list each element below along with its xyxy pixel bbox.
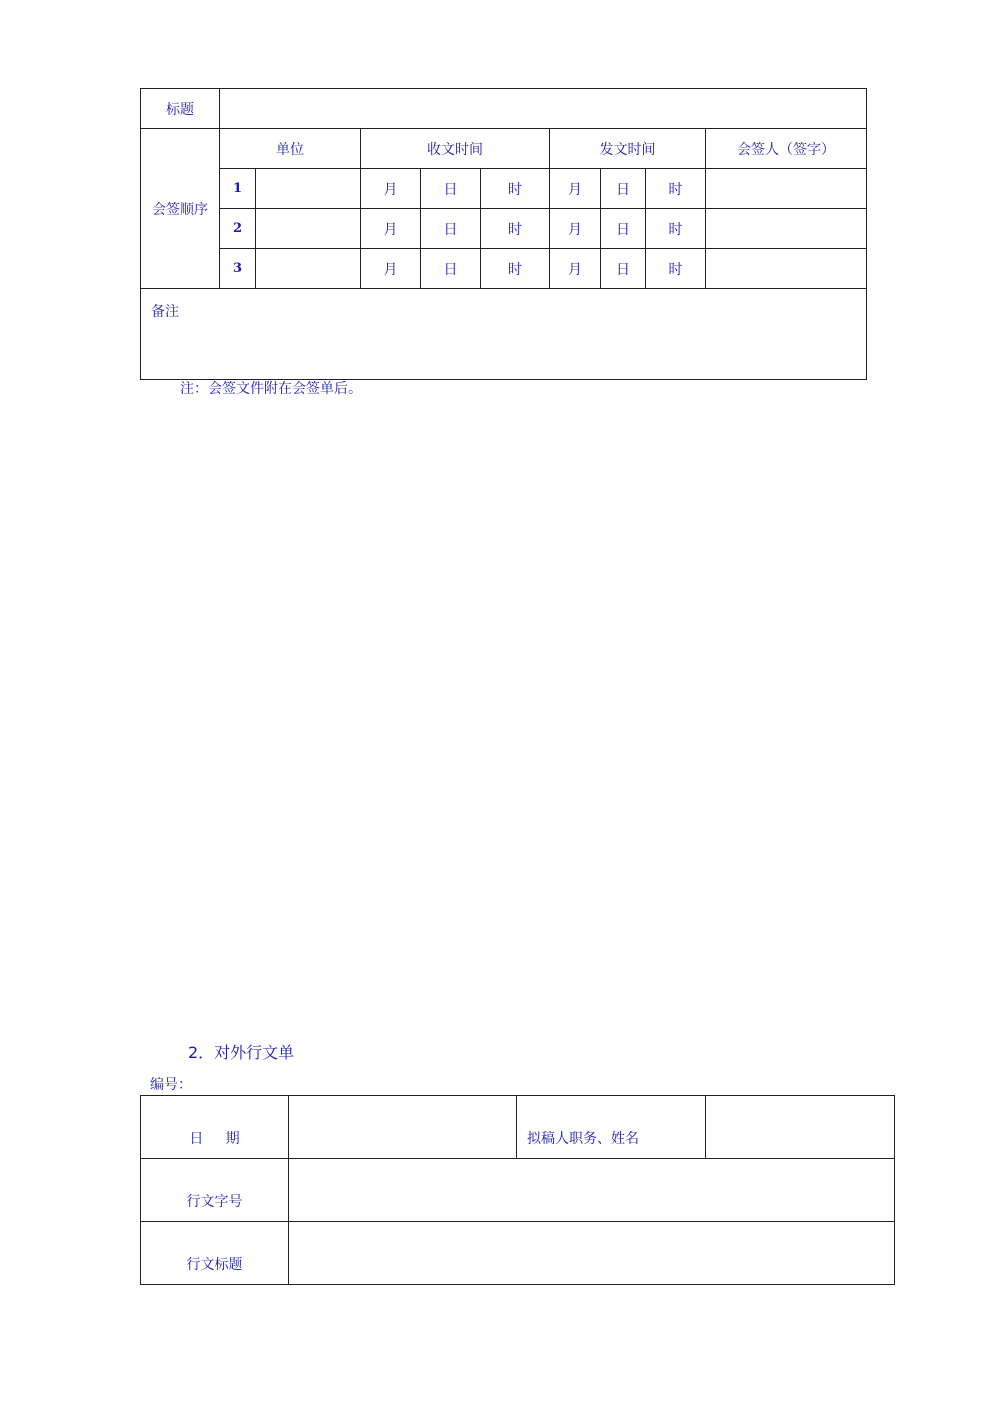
doc-title-label: 行文标题 (141, 1222, 289, 1285)
row-number: 1 (220, 169, 256, 209)
unit-cell[interactable] (256, 209, 361, 249)
sent-day: 日 (601, 169, 646, 209)
unit-header: 单位 (220, 129, 361, 169)
table-row (141, 249, 867, 289)
signer-cell[interactable] (706, 209, 867, 249)
drafter-label: 拟稿人职务、姓名 (517, 1096, 706, 1159)
order-label: 会签顺序 (141, 129, 220, 289)
signer-cell[interactable] (706, 249, 867, 289)
received-day: 日 (421, 169, 481, 209)
sent-day: 日 (601, 249, 646, 289)
doc-title-field[interactable] (289, 1222, 895, 1285)
serial-number-label: 编号： (150, 1077, 192, 1093)
received-day: 日 (421, 209, 481, 249)
outgoing-document-table (140, 1095, 895, 1285)
table-row (141, 169, 867, 209)
received-hour: 时 (481, 209, 550, 249)
sent-hour: 时 (646, 169, 706, 209)
received-month: 月 (361, 249, 421, 289)
doc-title-row (141, 1222, 895, 1285)
footnote: 注：会签文件附在会签单后。 (180, 381, 362, 397)
received-day: 日 (421, 249, 481, 289)
unit-cell[interactable] (256, 249, 361, 289)
doc-number-field[interactable] (289, 1159, 895, 1222)
title-field[interactable] (220, 89, 867, 129)
sent-hour: 时 (646, 249, 706, 289)
section-title: 2．对外行文单 (188, 1043, 295, 1062)
signer-header: 会签人（签字） (706, 129, 867, 169)
remark-label: 备注 (151, 304, 179, 320)
received-month: 月 (361, 209, 421, 249)
received-hour: 时 (481, 169, 550, 209)
date-row (141, 1096, 895, 1159)
remark-row (141, 289, 867, 380)
doc-number-row (141, 1159, 895, 1222)
signer-cell[interactable] (706, 169, 867, 209)
received-time-header: 收文时间 (361, 129, 550, 169)
title-label: 标题 (141, 89, 220, 129)
table-row (141, 209, 867, 249)
sent-day: 日 (601, 209, 646, 249)
remark-field[interactable] (141, 289, 867, 380)
doc-number-label: 行文字号 (141, 1159, 289, 1222)
drafter-field[interactable] (706, 1096, 895, 1159)
sent-month: 月 (550, 249, 601, 289)
received-hour: 时 (481, 249, 550, 289)
sent-month: 月 (550, 209, 601, 249)
row-number: 3 (220, 249, 256, 289)
date-field[interactable] (289, 1096, 517, 1159)
sent-month: 月 (550, 169, 601, 209)
received-month: 月 (361, 169, 421, 209)
row-number: 2 (220, 209, 256, 249)
sent-hour: 时 (646, 209, 706, 249)
title-row (141, 89, 867, 129)
countersign-table (140, 88, 867, 380)
sent-time-header: 发文时间 (550, 129, 706, 169)
header-row (141, 129, 867, 169)
date-label: 日 期 (141, 1096, 289, 1159)
unit-cell[interactable] (256, 169, 361, 209)
